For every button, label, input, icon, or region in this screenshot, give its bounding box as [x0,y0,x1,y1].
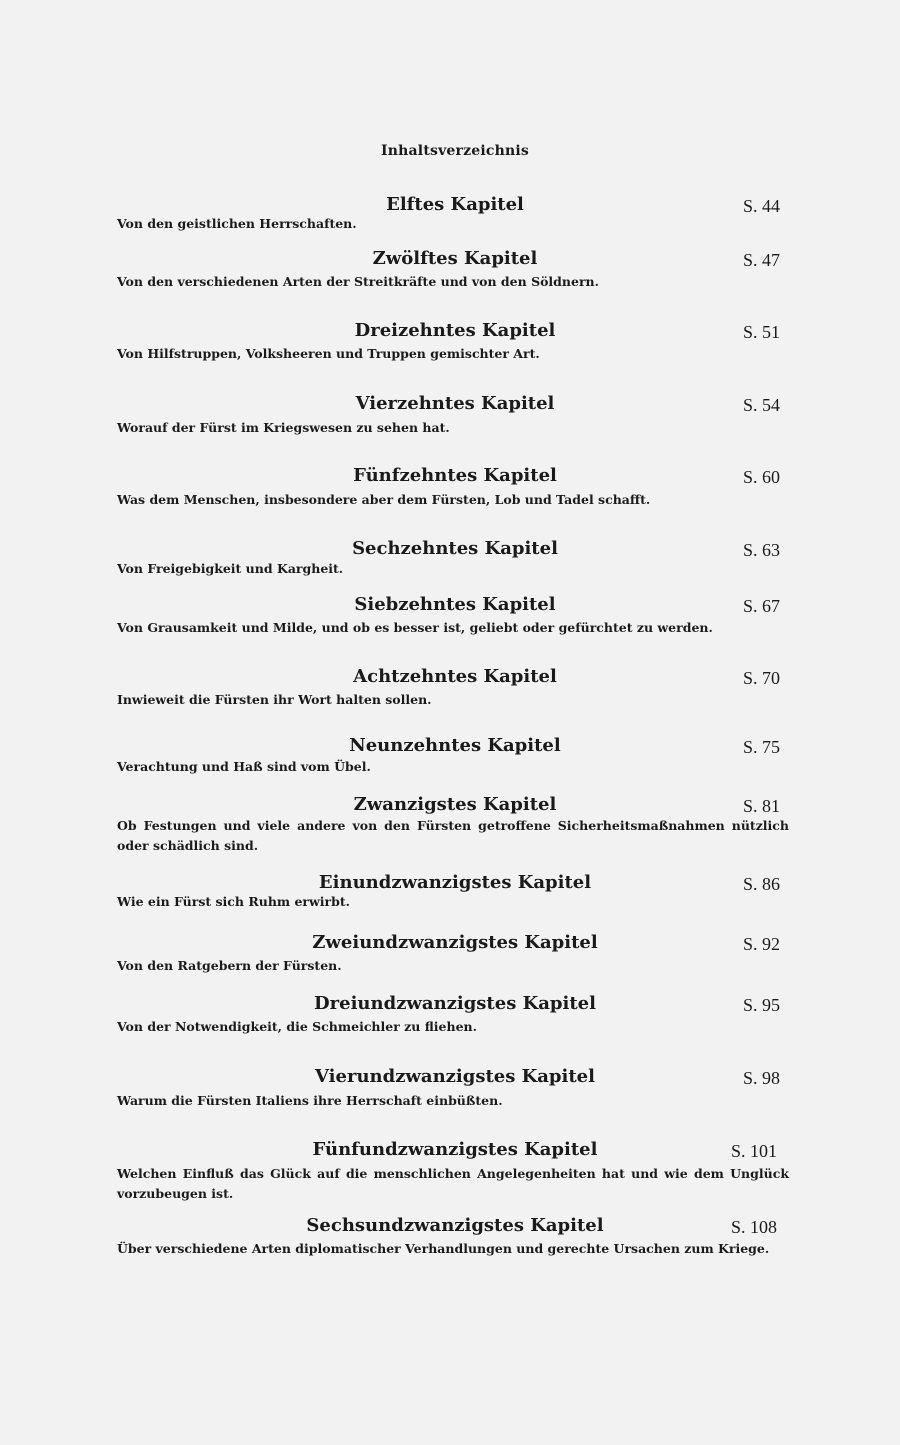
chapter-description: Inwieweit die Fürsten ihr Wort halten sollen. [117,692,432,707]
chapter-title: Vierundzwanzigstes Kapitel [315,1066,595,1087]
page-title: Inhaltsverzeichnis [381,143,529,159]
chapter-page-number: S. 81 [743,796,781,816]
chapter-title: Dreizehntes Kapitel [354,320,556,341]
chapter-description: Von den verschiedenen Arten der Streitkräfte und von den Söldnern. [117,274,599,289]
chapter-page-number: S. 101 [731,1141,778,1161]
chapter-title: Sechzehntes Kapitel [352,538,558,559]
chapter-page-number: S. 70 [743,668,781,688]
chapter-description: Von Grausamkeit und Milde, und ob es besser ist, geliebt oder gefürchtet zu werden. [117,620,713,635]
chapter-title: Zwanzigstes Kapitel [353,794,557,815]
chapter-page-number: S. 54 [743,395,781,415]
chapter-page-number: S. 95 [743,995,781,1015]
chapter-title: Zweiundzwanzigstes Kapitel [312,932,598,953]
chapter-title: Fünfundzwanzigstes Kapitel [312,1139,598,1160]
chapter-page-number: S. 75 [743,737,781,757]
chapter-description: Wie ein Fürst sich Ruhm erwirbt. [117,894,350,909]
chapter-description: Welchen Einfluß das Glück auf die menschlichen Angelegenheiten hat und wie dem Unglück vorzubeugen ist. [117,1166,789,1201]
chapter-page-number: S. 108 [731,1217,778,1237]
chapter-description: Von der Notwendigkeit, die Schmeichler zu fliehen. [117,1019,477,1034]
chapter-description: Was dem Menschen, insbesondere aber dem Fürsten, Lob und Tadel schafft. [117,492,651,507]
chapter-description: Worauf der Fürst im Kriegswesen zu sehen hat. [117,420,450,435]
chapter-title: Einundzwanzigstes Kapitel [318,872,592,893]
chapter-title: Zwölftes Kapitel [372,248,538,269]
chapter-description: Von den Ratgebern der Fürsten. [117,958,342,973]
chapter-description: Über verschiedene Arten diplomatischer Verhandlungen und gerechte Ursachen zum Kriege. [117,1241,770,1256]
chapter-page-number: S. 63 [743,540,781,560]
chapter-page-number: S. 51 [743,322,781,342]
chapter-title: Sechsundzwanzigstes Kapitel [306,1215,604,1236]
chapter-page-number: S. 67 [743,596,781,616]
chapter-page-number: S. 47 [743,250,781,270]
chapter-description: Von Hilfstruppen, Volksheeren und Truppen gemischter Art. [117,346,540,361]
chapter-page-number: S. 60 [743,467,781,487]
chapter-title: Elftes Kapitel [386,194,524,215]
chapter-page-number: S. 98 [743,1068,781,1088]
chapter-page-number: S. 92 [743,934,781,954]
chapter-description: Von Freigebigkeit und Kargheit. [117,561,344,576]
chapter-title: Neunzehntes Kapitel [349,735,561,756]
chapter-description: Ob Festungen und viele andere von den Fürsten getroffene Sicherheitsmaßnahmen nützlich oder schädlich sind. [117,818,789,853]
chapter-page-number: S. 44 [743,196,781,216]
chapter-description: Warum die Fürsten Italiens ihre Herrschaft einbüßten. [117,1093,503,1108]
chapter-title: Vierzehntes Kapitel [355,393,555,414]
chapter-description: Von den geistlichen Herrschaften. [117,216,357,231]
chapter-title: Siebzehntes Kapitel [354,594,556,615]
chapter-title: Dreiundzwanzigstes Kapitel [314,993,596,1014]
chapter-page-number: S. 86 [743,874,781,894]
chapter-description: Verachtung und Haß sind vom Übel. [117,759,371,774]
chapter-title: Fünfzehntes Kapitel [353,465,557,486]
chapter-title: Achtzehntes Kapitel [353,666,557,687]
